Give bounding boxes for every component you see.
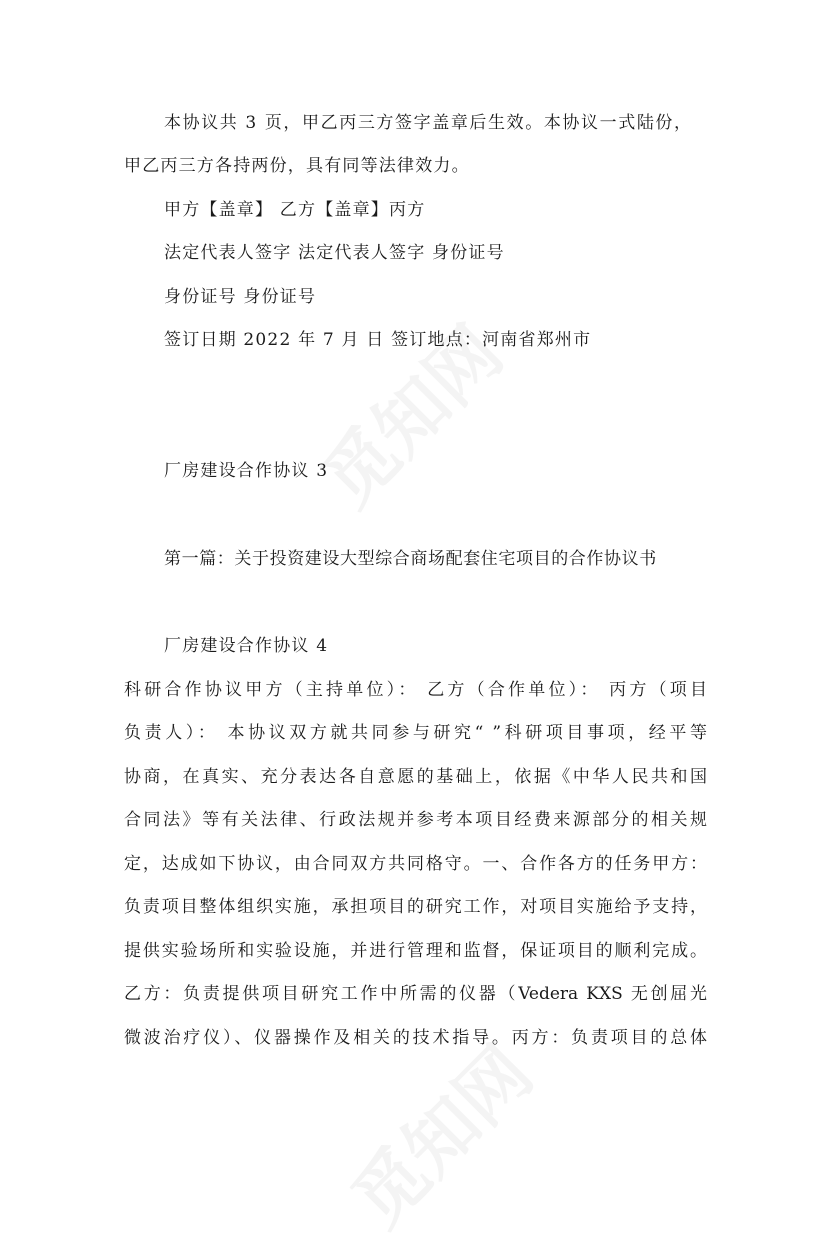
representative-line: 法定代表人签字 法定代表人签字 身份证号 — [164, 243, 505, 263]
effect-line-2: 甲乙丙三方各持两份，具有同等法律效力。 — [124, 156, 470, 176]
body-line: 负责项目整体组织实施，承担项目的研究工作，对项目实施给予支持， — [124, 897, 707, 917]
effect-line-1: 本协议共 3 页，甲乙丙三方签字盖章后生效。本协议一式陆份， — [164, 113, 693, 133]
body-line: 合同法》等有关法律、行政法规并参考本项目经费来源部分的相关规 — [124, 810, 707, 830]
signing-date-line: 签订日期 2022 年 7 月 日 签订地点：河南省郑州市 — [164, 330, 592, 350]
id-number-line: 身份证号 身份证号 — [164, 287, 317, 307]
watermark-lower — [325, 1019, 551, 1245]
body-line: 协商，在真实、充分表达各自意愿的基础上，依据《中华人民共和国 — [124, 767, 707, 787]
body-line: 乙方：负责提供项目研究工作中所需的仪器（Vedera KXS 无创屈光 — [124, 984, 707, 1004]
body-line: 定，达成如下协议，由合同双方共同格守。一、合作各方的任务甲方： — [124, 854, 707, 874]
heading-agreement-4: 厂房建设合作协议 4 — [164, 636, 329, 656]
chapter-one-title: 第一篇：关于投资建设大型综合商场配套住宅项目的合作协议书 — [164, 549, 657, 569]
body-line: 微波治疗仪）、仪器操作及相关的技术指导。丙方：负责项目的总体 — [124, 1028, 707, 1048]
body-line: 提供实验场所和实验设施，并进行管理和监督，保证项目的顺利完成。 — [124, 941, 707, 961]
heading-agreement-3: 厂房建设合作协议 3 — [164, 461, 329, 481]
seal-line: 甲方【盖章】 乙方【盖章】丙方 — [164, 200, 426, 220]
body-line: 负责人）： 本协议双方就共同参与研究“ ”科研项目事项，经平等 — [124, 723, 707, 743]
body-line: 科研合作协议甲方（主持单位）： 乙方（合作单位）： 丙方（项目 — [124, 680, 707, 700]
